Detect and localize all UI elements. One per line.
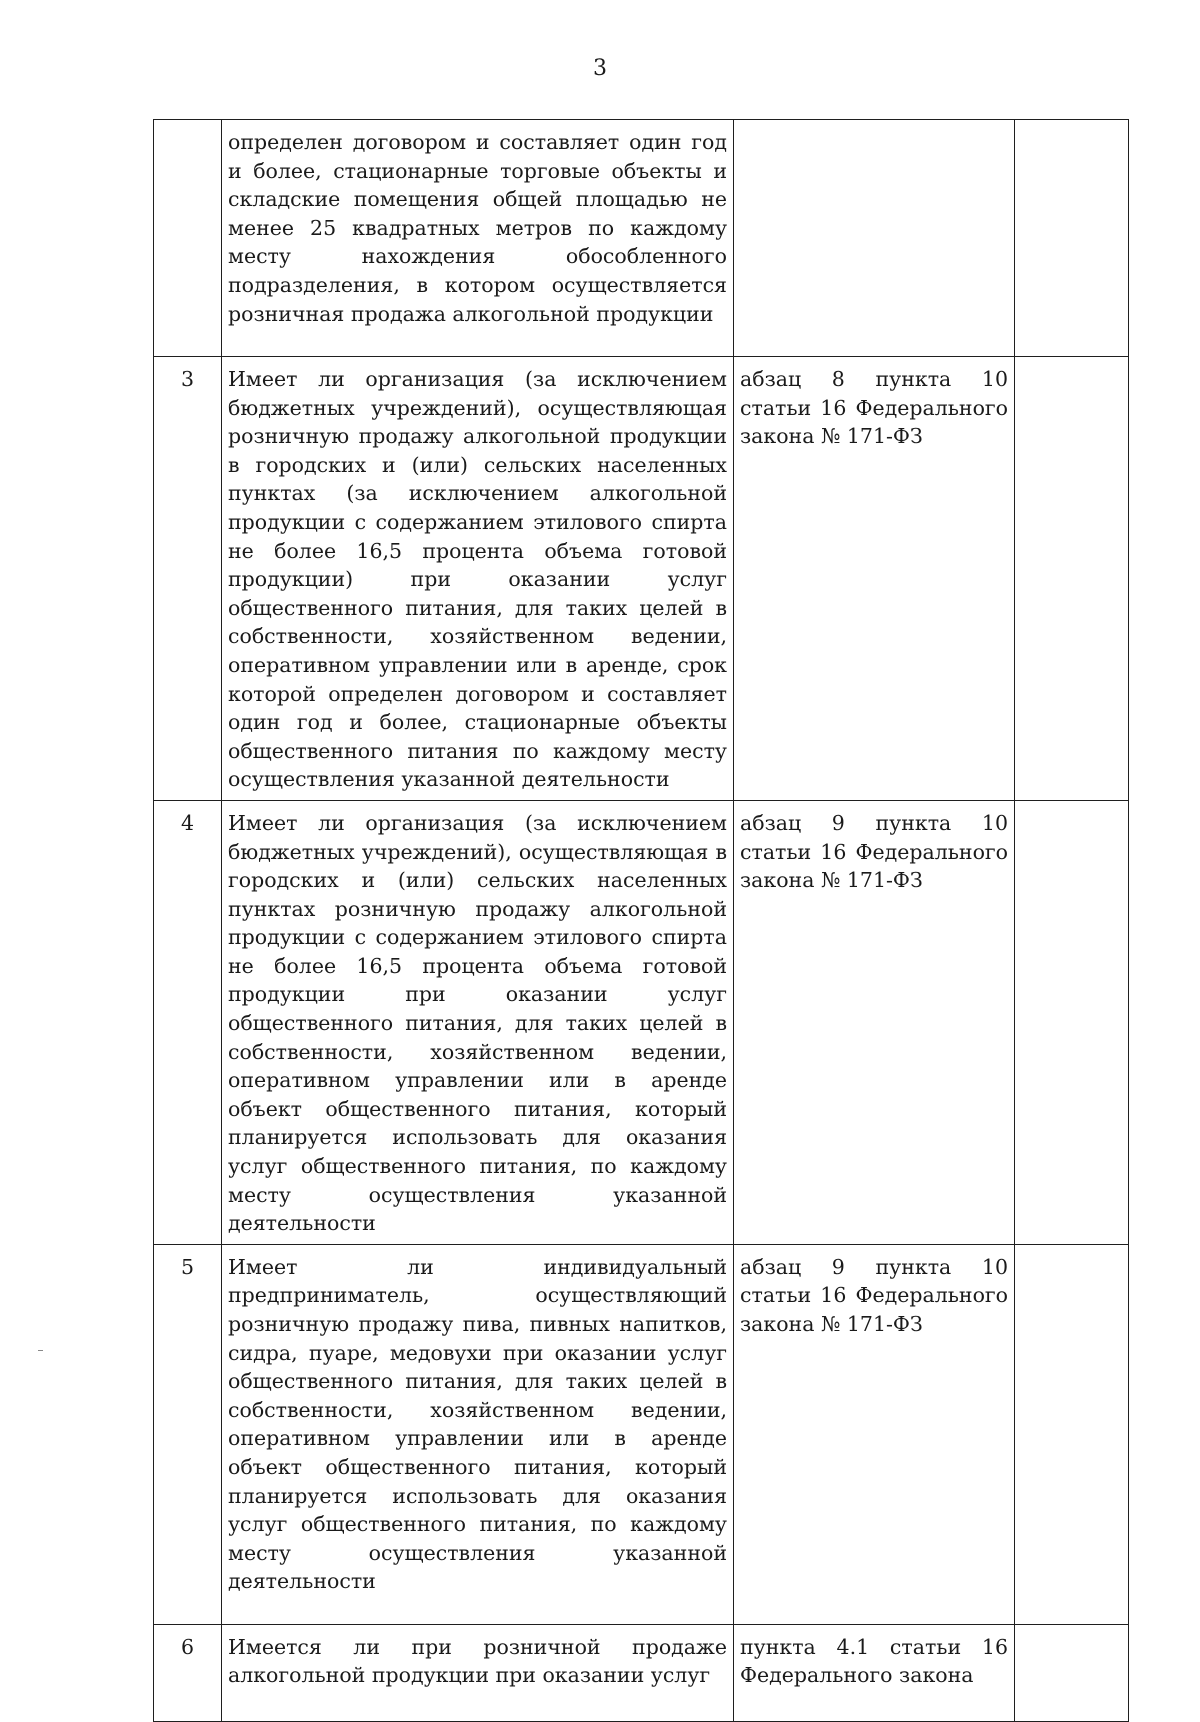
legal-reference: абзац 9 пункта 10 статьи 16 Федерального закона № 171-ФЗ — [734, 800, 1015, 1244]
answer-cell — [1015, 120, 1129, 357]
scan-mark — [38, 1350, 43, 1351]
table-row — [154, 800, 1129, 1244]
row-number: 4 — [154, 800, 222, 1244]
requirement-question: Имеется ли при розничной продаже алкогольной продукции при оказании услуг — [222, 1624, 734, 1721]
row-number: 5 — [154, 1244, 222, 1624]
requirement-question: Имеет ли организация (за исключением бюджетных учреждений), осуществляющая в городских и (или) сельских населенных пунктах розничную продажу алкогольной продукции с содержанием этилового спирта не более 16,5 процента объема готовой продукции при оказании услуг общественного питания, для таких целей в собственности, хозяйственном ведении, оперативном управлении или в аренде объект общественного питания, который планируется использовать для оказания услуг общественного питания, по каждому месту осуществления указанной деятельности — [222, 800, 734, 1244]
checklist-table — [153, 119, 1129, 1722]
answer-cell — [1015, 1624, 1129, 1721]
row-number — [154, 120, 222, 357]
table-row — [154, 1624, 1129, 1721]
legal-reference: абзац 8 пункта 10 статьи 16 Федерального закона № 171-ФЗ — [734, 357, 1015, 801]
requirement-question: Имеет ли организация (за исключением бюджетных учреждений), осуществляющая розничную продажу алкогольной продукции в городских и (или) сельских населенных пунктах (за исключением алкогольной продукции с содержанием этилового спирта не более 16,5 процента объема готовой продукции) при оказании услуг общественного питания, для таких целей в собственности, хозяйственном ведении, оперативном управлении или в аренде, срок которой определен договором и составляет один год и более, стационарные объекты общественного питания по каждому месту осуществления указанной деятельности — [222, 357, 734, 801]
answer-cell — [1015, 357, 1129, 801]
answer-cell — [1015, 1244, 1129, 1624]
row-number: 6 — [154, 1624, 222, 1721]
page-number: 3 — [593, 56, 607, 81]
table-row — [154, 357, 1129, 801]
table-row — [154, 1244, 1129, 1624]
row-number: 3 — [154, 357, 222, 801]
legal-reference: абзац 9 пункта 10 статьи 16 Федерального закона № 171-ФЗ — [734, 1244, 1015, 1624]
legal-reference — [734, 120, 1015, 357]
table-row — [154, 120, 1129, 357]
requirement-question: Имеет ли индивидуальный предприниматель, осуществляющий розничную продажу пива, пивных напитков, сидра, пуаре, медовухи при оказании услуг общественного питания, для таких целей в собственности, хозяйственном ведении, оперативном управлении или в аренде объект общественного питания, который планируется использовать для оказания услуг общественного питания, по каждому месту осуществления указанной деятельности — [222, 1244, 734, 1624]
requirement-question: определен договором и составляет один год и более, стационарные торговые объекты и складские помещения общей площадью не менее 25 квадратных метров по каждому месту нахождения обособленного подразделения, в котором осуществляется розничная продажа алкогольной продукции — [222, 120, 734, 357]
legal-reference: пункта 4.1 статьи 16 Федерального закона — [734, 1624, 1015, 1721]
answer-cell — [1015, 800, 1129, 1244]
